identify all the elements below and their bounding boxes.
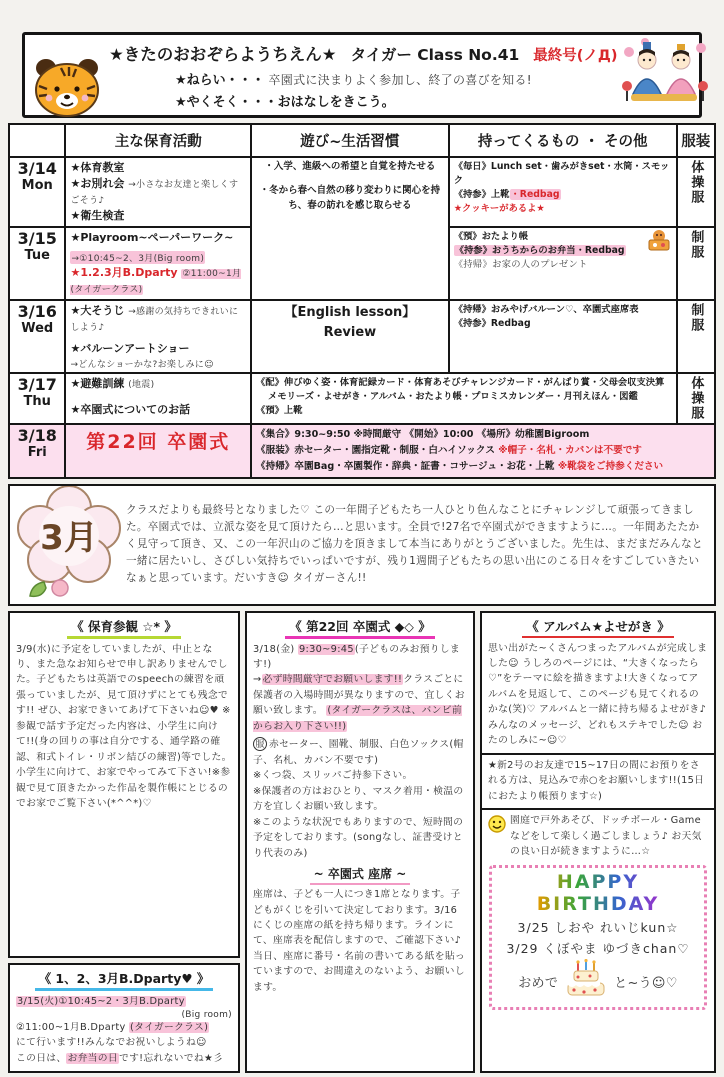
play-cell [251, 300, 449, 373]
aim-text: 卒園式に決まりよく参加し、終了の喜びを知る! [268, 72, 532, 87]
date-label: 3/18 [17, 426, 57, 446]
sotsuen-p2-arrow: → [253, 674, 262, 686]
graduation-detail: 《集合》9:30~9:50 ※時間厳守 《開始》10:00 《場所》幼稚園Bigroom [256, 429, 590, 441]
schedule-row-317 [9, 373, 715, 424]
sotsuen-p2-class-note: (タイガークラスは、バンビ前からお入り下さい!!) [253, 705, 462, 732]
activity-note: →どんなショーかな?お楽しみに☺ [70, 360, 214, 371]
newsletter-page [6, 0, 718, 1077]
march-flower-icon [14, 486, 126, 604]
activities-cell [65, 157, 251, 227]
distribution-line: 《配》伸びゆく姿・体育記録カード・体育あそびチャレンジカード・がんばり賞・父母会収支決算 [256, 377, 665, 389]
item-note: ★クッキーがあるよ★ [453, 202, 545, 214]
date-label: 3/16 [17, 302, 57, 321]
bdparty-line4a: この日は、 [16, 1052, 67, 1064]
sotsuen-p2-rest: クラスごとに保護者の入場時間が異なりますので、宜しくお願い致します。 [253, 674, 465, 717]
sotsuen-p1: 3/18(金) [253, 643, 298, 655]
graduation-warning: ※帽子・名札・カバンは不要です [498, 444, 642, 456]
schedule-row-318 [9, 424, 715, 477]
activity: ★お別れ会 [70, 176, 125, 190]
items-cell [449, 227, 677, 300]
bdparty-line4b: お弁当の日 [67, 1052, 118, 1064]
schedule-table [8, 123, 716, 479]
day-label: Tue [24, 248, 50, 264]
column-middle [245, 611, 475, 1073]
item: 《持参》上靴 [453, 188, 510, 200]
schedule-header-row [9, 124, 715, 157]
aim-line [175, 69, 617, 88]
graduation-details-cell [251, 424, 715, 477]
date-cell [9, 227, 65, 300]
activity: ★大そうじ [70, 304, 125, 317]
bdparty-title: 《 1、2、3月B.Dparty♥ 》 [35, 969, 214, 991]
distribution-cell [251, 373, 677, 424]
activity-note: →小さなお友達と楽しくすごそう♪ [70, 179, 239, 206]
activities-cell [65, 373, 251, 424]
items-col-header: 持ってくるもの ・ その他 [449, 124, 677, 157]
day-label: Wed [21, 321, 54, 337]
birthday-section [489, 865, 707, 1010]
sotsuen-p4: ※くつ袋、スリッパご持参下さい。 [253, 770, 413, 782]
activity: ★バルーンアートショー [70, 342, 190, 356]
sotsuen-p5: ※保護者の方はおひとり、マスク着用・検温の方を宜しくお願い致します。 [253, 785, 464, 813]
right-column-box [480, 611, 716, 1073]
promise-line: ★やくそく・・・おはなしをきこう。 [175, 94, 395, 110]
happy-birthday-title: HAPPY BIRTHDAY [496, 871, 700, 915]
sotsuen-p2-strict: 必ず時間厳守でお願いします!! [262, 674, 403, 686]
bdparty-line3: にて行います!!みんなでお祝いしようね☺ [16, 1037, 207, 1049]
clothing-cell [677, 373, 715, 424]
aim-label: ★ねらい・・・ [175, 72, 265, 88]
activity: ★1.2.3月B.Dparty [70, 265, 178, 279]
month-label: 3月 [40, 517, 98, 558]
date-cell [9, 424, 65, 477]
schedule-row-314 [9, 157, 715, 227]
activity-note: ②11:00~1月(タイガークラス) [70, 268, 242, 295]
birthday-cake-icon [562, 959, 610, 1005]
graduation-ceremony-title: 第22回 卒園式 [65, 424, 251, 477]
distribution-line: 《預》上靴 [256, 404, 303, 416]
play-col-header: 遊び~生活習慣 [251, 124, 449, 157]
item-highlight: ・Redbag [510, 188, 560, 200]
tiger-face-icon [31, 54, 105, 122]
clothing-label: 体操服 [688, 376, 704, 422]
items-cell [449, 157, 677, 227]
issue-label: 最終号(ノД) [533, 47, 618, 64]
activities-cell [65, 300, 251, 373]
engei-note: 園庭で戸外あそび、ドッチボール・Gameなどをして楽しく過ごしましょう♪ お天気の良い日が続きますように…☆ [510, 815, 702, 858]
sotsuen-p3: 赤セーター、園靴、制服、白色ソックス(帽子、名札、カバン不要です) [253, 739, 464, 766]
item-note: 《持帰》お家の人のプレゼント [453, 258, 588, 270]
engei-section [482, 808, 714, 1009]
birthday-entry: 3/25 しおや れいじkun☆ [517, 919, 679, 935]
azukari-section [482, 753, 714, 804]
bdparty-line4c: です!忘れないでね★彡 [118, 1052, 224, 1064]
seat-body: 座席は、子ども一人につき1席となります。子どもがくじを引いて決定しております。3/16にくじの座席の紙を持ち帰ります。ラインにて、座席表を配信しますので、ご確認下さい♪ 当日、座席に番号・名前の書いてある紙を貼っていますので、お間違えのないよう、お願いします。 [253, 889, 466, 993]
date-label: 3/15 [17, 228, 57, 248]
clothing-circle-mark: 服 [253, 737, 267, 751]
activity: ★体育教室 [70, 161, 125, 174]
clothing-cell [677, 157, 715, 227]
school-name: ★きたのおおぞらようちえん★ [109, 44, 337, 64]
activity: ★避難訓練 [70, 377, 125, 391]
day-label: Mon [21, 178, 53, 194]
item: 《持帰》おみやげバルーン♡、卒園式座席表 [453, 304, 639, 315]
graduation-detail: 《服装》赤セーター・園指定靴・制服・白ハイソックス [256, 444, 495, 456]
day-label: Fri [27, 445, 47, 461]
clothing-label: 体操服 [688, 160, 704, 205]
azukari-note: ★新2号のお友達で15~17日の間にお預りをされる方は、見込みで赤○をお願いします!!(15日におたより帳預ります☆) [488, 759, 705, 802]
bdparty-line2-note: (タイガークラス) [130, 1021, 209, 1033]
bottom-sections [8, 611, 716, 1073]
hina-dolls-icon [617, 36, 709, 114]
birthday-entry: 3/29 くぼやま ゆづきchan♡ [506, 940, 690, 956]
monthly-message [8, 484, 716, 606]
sotsuen-p6: ※このような状況でもありますので、短時間の予定をしております。(songなし、証書受けとり代表のみ) [253, 816, 464, 859]
english-lesson-sub: Review [323, 324, 377, 340]
date-label: 3/17 [17, 375, 57, 395]
column-left [8, 611, 240, 1073]
graduation-detail: 《持帰》卒園Bag・卒園製作・辞典・証書・コサージュ・お花・上靴 [256, 460, 555, 472]
sotsuen-title: 《 第22回 卒園式 ◆◇ 》 [285, 617, 435, 639]
day-label: Thu [23, 394, 51, 410]
item: 《毎日》Lunch set・歯みがきset・水筒・スモック [453, 161, 670, 186]
item: 《持参》おうちからのお弁当・Redbag [454, 244, 625, 256]
sotsuen-section [245, 611, 475, 1073]
activity-note: →①10:45~2、3月(Big room) [70, 251, 205, 264]
sankan-section [8, 611, 240, 958]
album-section [488, 617, 708, 749]
activities-col-header: 主な保育活動 [65, 124, 251, 157]
activities-cell [65, 227, 251, 300]
clothing-label: 制服 [688, 229, 704, 260]
play-goal: ・冬から春へ自然の移り変わりに関心を持ち、春の訪れを感じ取らせる [259, 185, 441, 211]
bento-character-icon [646, 228, 672, 256]
sotsuen-p1-note: (子どものみお預りします!) [253, 643, 460, 670]
bdparty-line2: ②11:00~1月B.Dparty [16, 1021, 126, 1033]
smiley-icon [488, 815, 506, 859]
item: 《持参》Redbag [453, 317, 531, 329]
bdparty-line1-note: (Big room) [181, 1009, 232, 1020]
items-cell [449, 300, 677, 373]
header [22, 32, 702, 118]
album-title: 《 アルバム★よせがき 》 [522, 617, 674, 638]
clothing-label: 制服 [688, 303, 704, 333]
activity: ★卒園式についてのお話 [70, 403, 191, 417]
birthday-closing-left: おめで [518, 976, 559, 992]
bdparty-section [8, 963, 240, 1073]
activity: ★衛生検査 [70, 209, 125, 223]
bdparty-line1: 3/15(火)①10:45~2・3月B.Dparty [17, 995, 185, 1007]
play-cell [251, 157, 449, 300]
activity-note: →感謝の気持ちできれいにしよう♪ [70, 307, 239, 334]
seat-title: ~ 卒園式 座席 ~ [310, 865, 411, 885]
birthday-closing-right: と~う☺♡ [614, 976, 678, 992]
activity-note: (地震) [128, 380, 155, 391]
play-goal: ・入学、進級への希望と自覚を持たせる [264, 161, 436, 172]
clothing-cell [677, 300, 715, 373]
date-label: 3/14 [17, 159, 57, 178]
clothing-cell [677, 227, 715, 300]
item: 《預》おたより帳 [453, 230, 529, 242]
english-lesson-label: 【English lesson】 [284, 305, 416, 320]
date-cell [9, 373, 65, 424]
clothing-col-header: 服装 [677, 124, 715, 157]
sotsuen-p1-time: 9:30~9:45 [298, 643, 354, 655]
sankan-title: 《 保育参観 ☆* 》 [67, 617, 181, 639]
sankan-body: 3/9(水)に予定をしていましたが、中止となり、また急なお知らせで申し訳ありませんでした。子どもたちは英語でのspeechの練習を頑張っていましたが、見て頂けずにとても残念です!! ぜひ、お家できいてあげて下さいね☺♥ ※参観で話す予定だった内容は、小学生に向けて!!(身の回りの事は自分でする、通学路の確認、和式トイレ・リボン結びの練習)等でした。小学生に向けて、お家でやってみて下さい!※参観で見て頂きたかった作品を製作帳にとじるのでお家でご覧下さい(*^^*)♡ [16, 643, 232, 810]
graduation-warning: ※靴袋をご持参ください [557, 460, 664, 472]
date-cell [9, 157, 65, 227]
monthly-message-text: クラスだよりも最終号となりました♡ この一年間子どもたち一人ひとり色んなことにチャレンジして頑張ってきました。卒園式では、立派な姿を見て頂けたら…と思います。全員で!27名で卒園式ができますように…。一年間あたたかく見守って頂き、又、この一年沢山のご協力を頂きまして本当にありがとうございました。先生は、まだまだみんなと一緒に居たいし、さびしい気持ちでいっぱいですが、残り1週間子どもたちの思い出にのこる日々をすごしていきたいなぁと思っています。だいすき☺ タイガーさん!! [126, 503, 703, 585]
class-title: タイガー Class No.41 [350, 45, 520, 64]
date-cell [9, 300, 65, 373]
schedule-row-316 [9, 300, 715, 373]
album-body: 思い出がた~くさんつまったアルバムが完成しました☺ うしろのページには、“大きくなったら♡”をテーマに絵を描きますよ!大きくなってアルバムを見返して、このページも見てくれるのかな(笑)♡ アルバムと一緒に持ち帰るよせがき♪ みんなのメッセージ、どれもステキでした☺ おたのしみに~☺♡ [488, 642, 708, 747]
column-right [480, 611, 716, 1073]
distribution-line: メモリーズ・よせがき・アルバム・おたより帳・プロミスカレンダー・月刊えほん・図鑑 [268, 390, 638, 402]
date-col-header [9, 124, 65, 157]
activity: ★Playroom~ペーパーワーク~ [70, 230, 234, 244]
